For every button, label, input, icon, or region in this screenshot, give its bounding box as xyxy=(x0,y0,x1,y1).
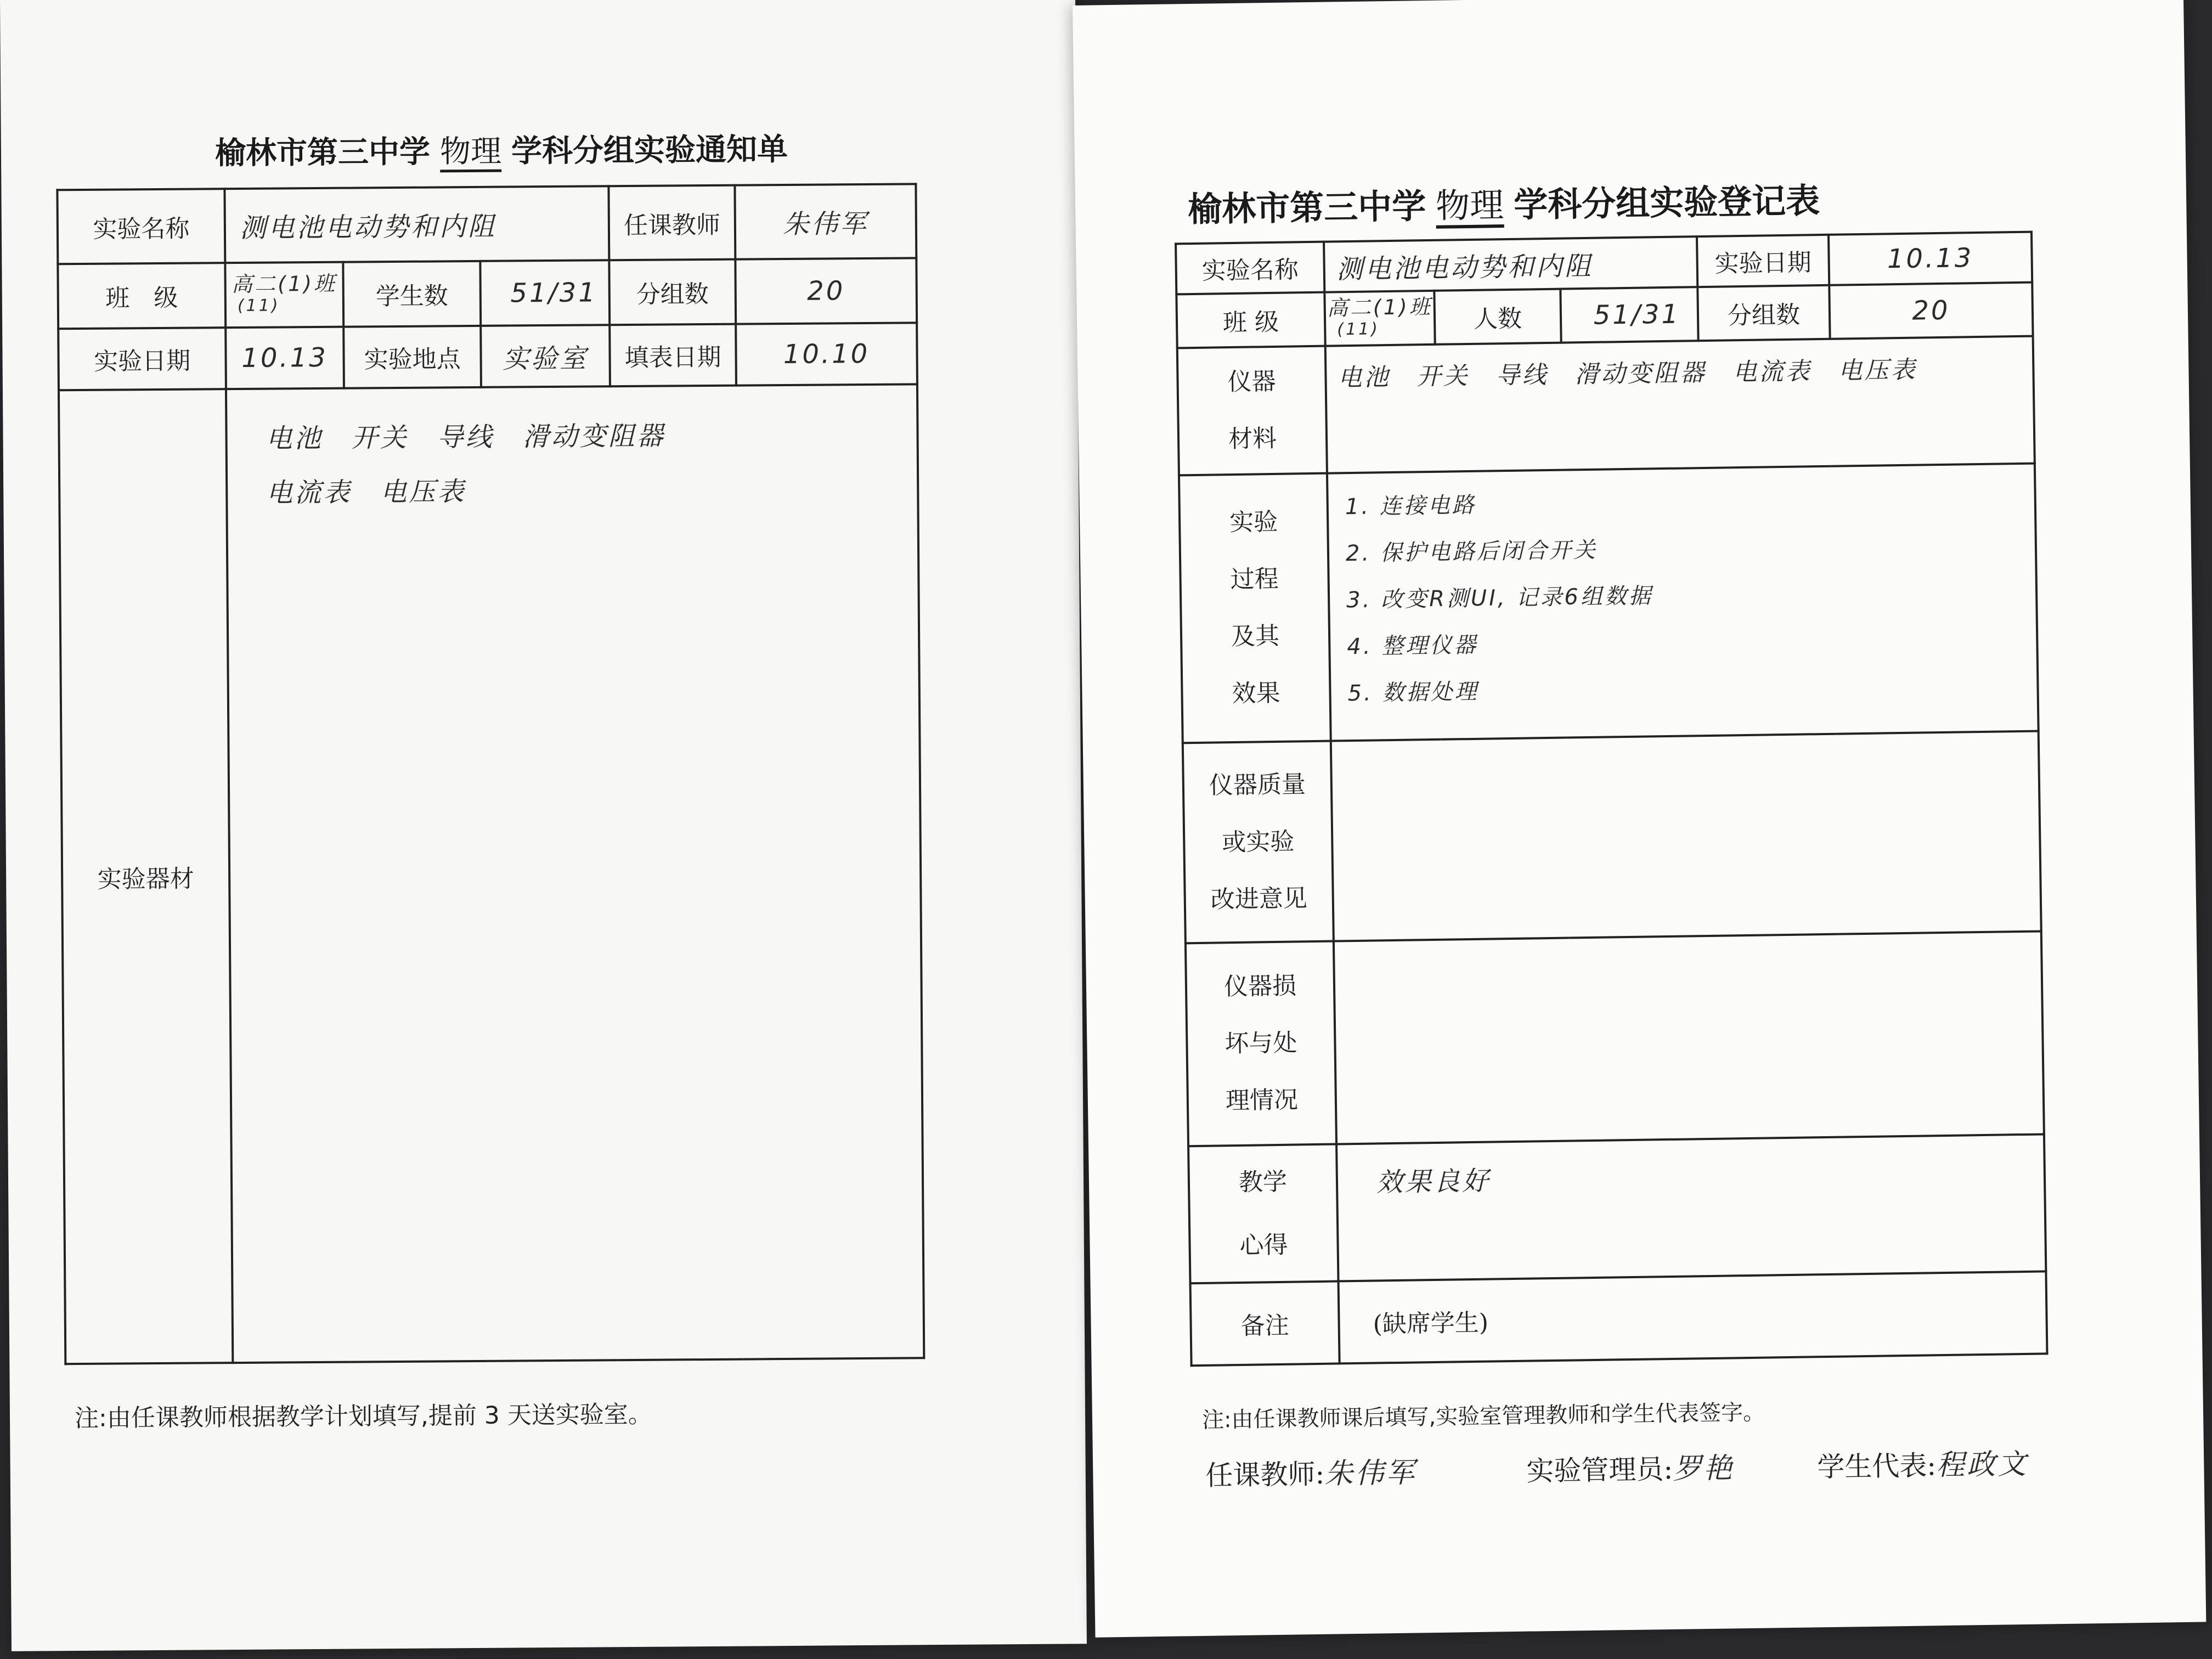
label-line: 理情况 xyxy=(1225,1086,1299,1115)
label-group-count: 分组数 xyxy=(609,259,736,325)
signature-name: 程政文 xyxy=(1936,1447,2029,1482)
signature-name: 罗艳 xyxy=(1672,1452,1735,1486)
signature-label: 任课教师: xyxy=(1205,1458,1325,1492)
label-line: 教学 xyxy=(1238,1167,1288,1197)
value-teacher: 朱伟军 xyxy=(735,184,916,259)
label-line: 仪器损 xyxy=(1223,972,1297,1001)
label-experiment-name: 实验名称 xyxy=(57,189,225,264)
register-table xyxy=(1175,231,2048,1367)
label-location: 实验地点 xyxy=(343,326,481,388)
label-equipment: 实验器材 xyxy=(59,389,233,1364)
subject-field: 物理 xyxy=(1435,185,1504,226)
value-equipment xyxy=(226,384,924,1363)
row-reflection xyxy=(1188,1134,2046,1283)
row-equipment xyxy=(59,384,924,1364)
register-title xyxy=(1188,173,1820,231)
step-item: 1. 连接电路 xyxy=(1345,492,1477,520)
notice-sheet xyxy=(0,0,1087,1651)
value-student-count: 51/31 xyxy=(480,260,610,326)
value-experiment-date: 10.13 xyxy=(225,327,344,389)
label-line: 坏与处 xyxy=(1224,1029,1297,1058)
value-damage xyxy=(1334,932,2044,1144)
row-name xyxy=(57,184,916,264)
notice-footnote: 注:由任课教师根据教学计划填写,提前 3 天送实验室。 xyxy=(74,1400,652,1433)
value-remarks: (缺席学生) xyxy=(1339,1271,2047,1363)
signature-name: 朱伟军 xyxy=(1324,1456,1417,1491)
equipment-line-2: 电流表 电压表 xyxy=(266,476,466,509)
row-process xyxy=(1179,464,2039,743)
title-suffix: 学科分组实验登记表 xyxy=(1513,180,1820,225)
label-teacher: 任课教师 xyxy=(608,185,735,261)
register-footnote: 注:由任课教师课后填写,实验室管理教师和学生代表签字。 xyxy=(1201,1400,1765,1433)
notice-title xyxy=(215,125,788,173)
label-line: 改进意见 xyxy=(1210,884,1308,914)
label-process xyxy=(1179,473,1331,743)
title-suffix: 学科分组实验通知单 xyxy=(511,131,788,170)
value-group-count: 20 xyxy=(735,258,917,324)
signature-label: 学生代表: xyxy=(1816,1449,1937,1483)
signature-student xyxy=(1817,1441,2029,1485)
signature-teacher xyxy=(1205,1449,1417,1493)
label-quality xyxy=(1183,741,1334,944)
row-class xyxy=(58,258,917,329)
label-group-count: 分组数 xyxy=(1697,285,1830,341)
label-experiment-name: 实验名称 xyxy=(1176,242,1324,295)
label-instruments xyxy=(1177,346,1327,476)
label-remarks: 备注 xyxy=(1190,1281,1340,1365)
label-student-count: 学生数 xyxy=(343,261,481,327)
signature-admin xyxy=(1526,1444,1735,1488)
row-instruments xyxy=(1177,336,2035,476)
label-line: 仪器 xyxy=(1227,367,1276,397)
value-class xyxy=(1324,291,1435,346)
label-damage xyxy=(1186,941,1336,1147)
title-prefix: 榆林市第三中学 xyxy=(1187,186,1426,230)
step-item: 5. 数据处理 xyxy=(1347,679,1479,707)
label-line: 材料 xyxy=(1228,424,1277,454)
signature-label: 实验管理员: xyxy=(1526,1453,1673,1487)
equipment-line-1: 电池 开关 导线 滑动变阻器 xyxy=(266,420,665,454)
class-main: 高二(1)班 xyxy=(232,271,337,297)
row-quality xyxy=(1183,731,2041,944)
title-prefix: 榆林市第三中学 xyxy=(215,133,431,172)
label-line: 及其 xyxy=(1231,622,1280,651)
register-sheet xyxy=(1073,0,2206,1638)
value-reflection: 效果良好 xyxy=(1336,1134,2046,1281)
label-line: 效果 xyxy=(1232,679,1280,708)
label-reflection xyxy=(1188,1144,1338,1283)
label-headcount: 人数 xyxy=(1434,289,1561,345)
label-line: 或实验 xyxy=(1221,827,1295,856)
value-class xyxy=(225,262,343,328)
class-sub: (11) xyxy=(1337,319,1380,340)
class-main: 高二(1)班 xyxy=(1327,294,1432,320)
row-damage xyxy=(1186,932,2044,1147)
label-experiment-date: 实验日期 xyxy=(1697,235,1829,287)
value-fill-date: 10.10 xyxy=(736,323,917,385)
value-instruments: 电池 开关 导线 滑动变阻器 电流表 电压表 xyxy=(1325,336,2035,473)
label-line: 仪器质量 xyxy=(1209,770,1306,800)
step-item: 2. 保护电路后闭合开关 xyxy=(1345,537,1598,567)
value-group-count: 20 xyxy=(1829,283,2033,339)
label-class: 班 级 xyxy=(1176,292,1325,348)
value-location: 实验室 xyxy=(481,325,610,387)
label-experiment-date: 实验日期 xyxy=(58,328,226,390)
step-item: 4. 整理仪器 xyxy=(1347,632,1479,660)
label-line: 过程 xyxy=(1230,565,1279,594)
label-class: 班 级 xyxy=(58,263,225,329)
row-date xyxy=(58,323,917,390)
process-steps xyxy=(1327,464,2039,741)
subject-field: 物理 xyxy=(439,133,502,170)
row-remarks xyxy=(1190,1271,2047,1365)
step-item: 3. 改变R测UI, 记录6组数据 xyxy=(1346,583,1654,613)
value-experiment-name: 测电池电动势和内阻 xyxy=(1324,236,1697,292)
label-line: 实验 xyxy=(1229,507,1278,537)
class-sub: (11) xyxy=(237,296,280,315)
value-experiment-name: 测电池电动势和内阻 xyxy=(224,186,609,263)
label-line: 心得 xyxy=(1239,1231,1288,1260)
value-headcount: 51/31 xyxy=(1560,287,1698,342)
label-fill-date: 填表日期 xyxy=(610,324,736,387)
value-experiment-date: 10.13 xyxy=(1829,232,2032,285)
value-quality xyxy=(1331,731,2041,941)
notice-table xyxy=(56,183,925,1365)
